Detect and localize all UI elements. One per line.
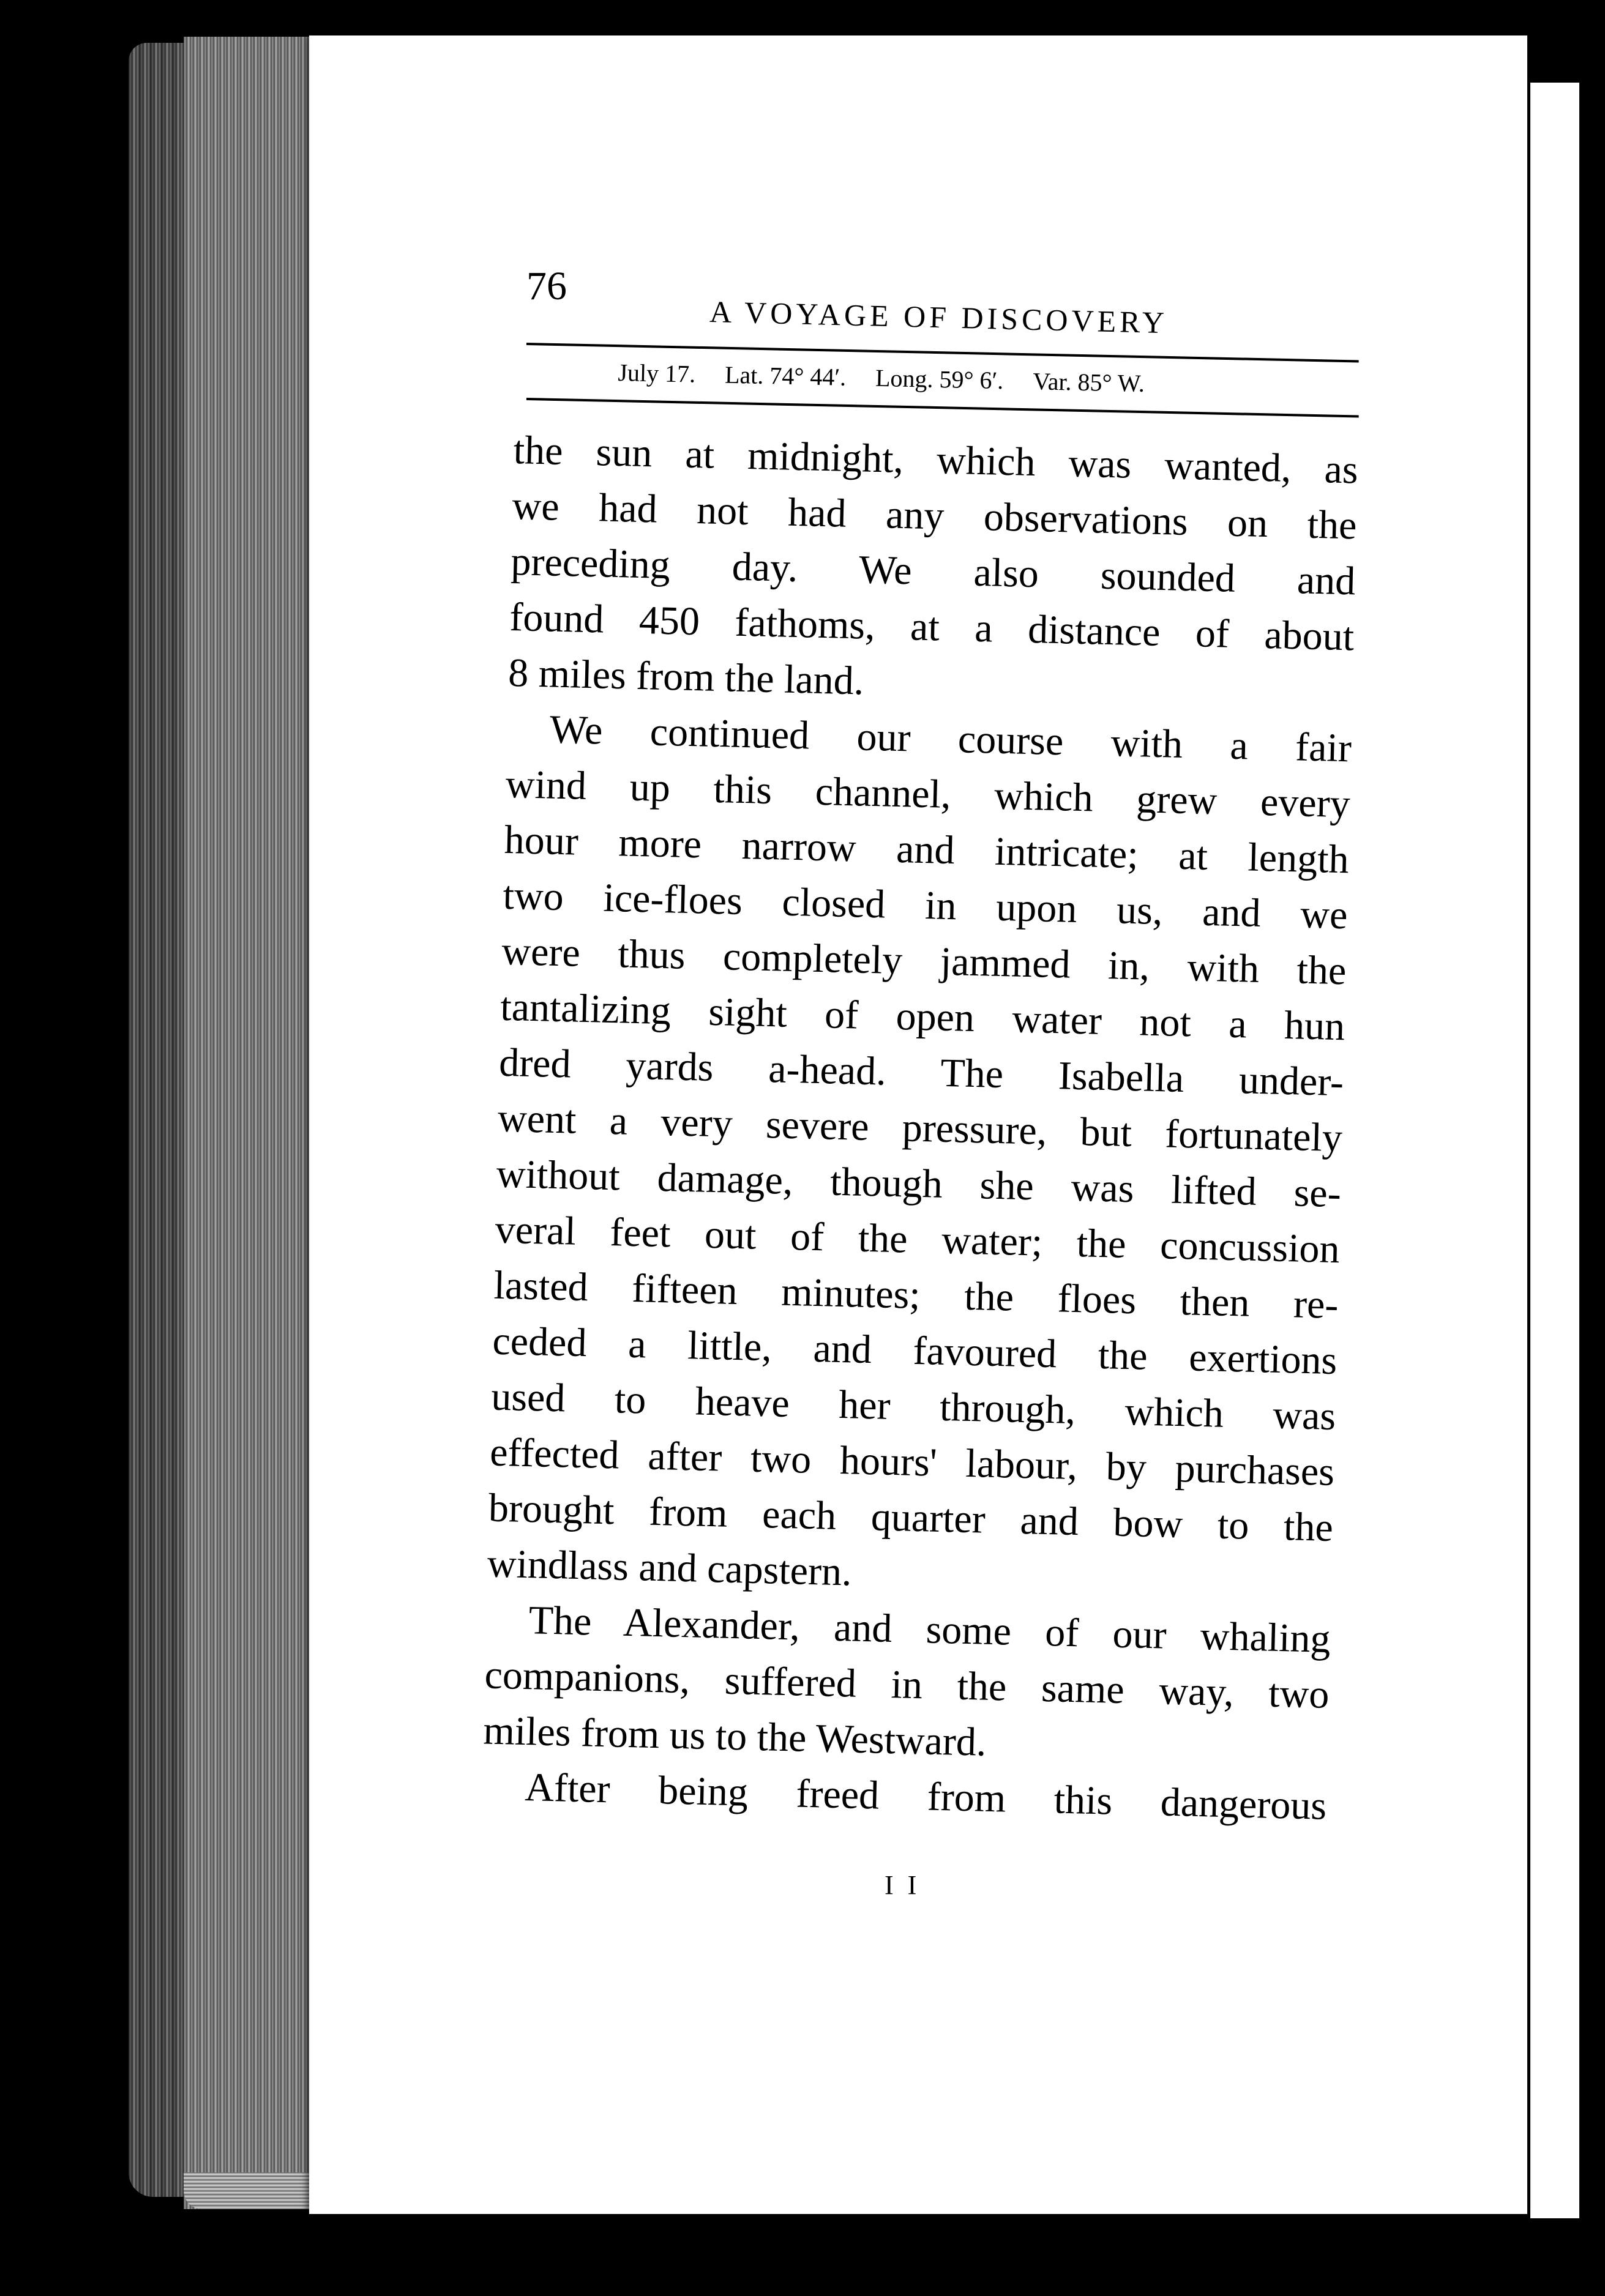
log-latitude: Lat. 74° 44′. xyxy=(724,360,847,391)
text-line: two ice-floes closed in upon us, and we xyxy=(502,873,1349,938)
text-line: companions, suffered in the same way, two xyxy=(484,1652,1330,1717)
text-line: effected after two hours' labour, by purchases xyxy=(489,1429,1335,1495)
text-line: dred yards a-head. The Isabella under- xyxy=(498,1040,1344,1105)
log-date: July 17. xyxy=(618,358,696,388)
text-line: lasted fifteen minutes; the floes then re- xyxy=(493,1262,1339,1328)
text-line: veral feet out of the water; the concussion xyxy=(495,1207,1341,1272)
text-line: windlass and capstern. xyxy=(487,1541,853,1595)
text-line: tantalizing sight of open water not a hun xyxy=(499,984,1345,1049)
text-line: the sun at midnight, which was wanted, as xyxy=(513,427,1359,493)
text-line: After being freed from this dangerous xyxy=(524,1765,1327,1828)
text-line: We continued our course with a fair xyxy=(549,707,1352,771)
log-variation: Var. 85° W. xyxy=(1032,367,1145,398)
text-line: preceding day. We also sounded and xyxy=(510,539,1356,604)
text-line: ceded a little, and favoured the exertions xyxy=(492,1318,1338,1384)
text-line: miles from us to the Westward. xyxy=(482,1708,987,1765)
log-longitude: Long. 59° 6′. xyxy=(875,363,1004,395)
text-line: were thus completely jammed in, with the xyxy=(501,928,1347,994)
body-text xyxy=(481,422,1358,1834)
text-line: brought from each quarter and bow to the xyxy=(488,1485,1334,1551)
text-line: found 450 fathoms, at a distance of about xyxy=(509,594,1355,660)
page-number: 76 xyxy=(526,264,567,308)
text-line: went a very severe pressure, but fortunately xyxy=(497,1095,1343,1161)
text-line: without damage, though she was lifted se- xyxy=(496,1151,1342,1217)
text-line: we had not had any observations on the xyxy=(511,483,1358,548)
text-line: wind up this channel, which grew every xyxy=(505,761,1351,827)
book-page-stack xyxy=(184,37,331,2209)
running-head: A VOYAGE OF DISCOVERY xyxy=(709,294,1169,340)
signature-mark: I I xyxy=(885,1870,921,1900)
facing-page-edge xyxy=(1524,83,1579,2218)
text-line: The Alexander, and some of our whaling xyxy=(528,1598,1331,1661)
text-line: 8 miles from the land. xyxy=(507,650,865,704)
text-line: used to heave her through, which was xyxy=(490,1374,1336,1439)
text-line: hour more narrow and intricate; at length xyxy=(504,817,1350,882)
